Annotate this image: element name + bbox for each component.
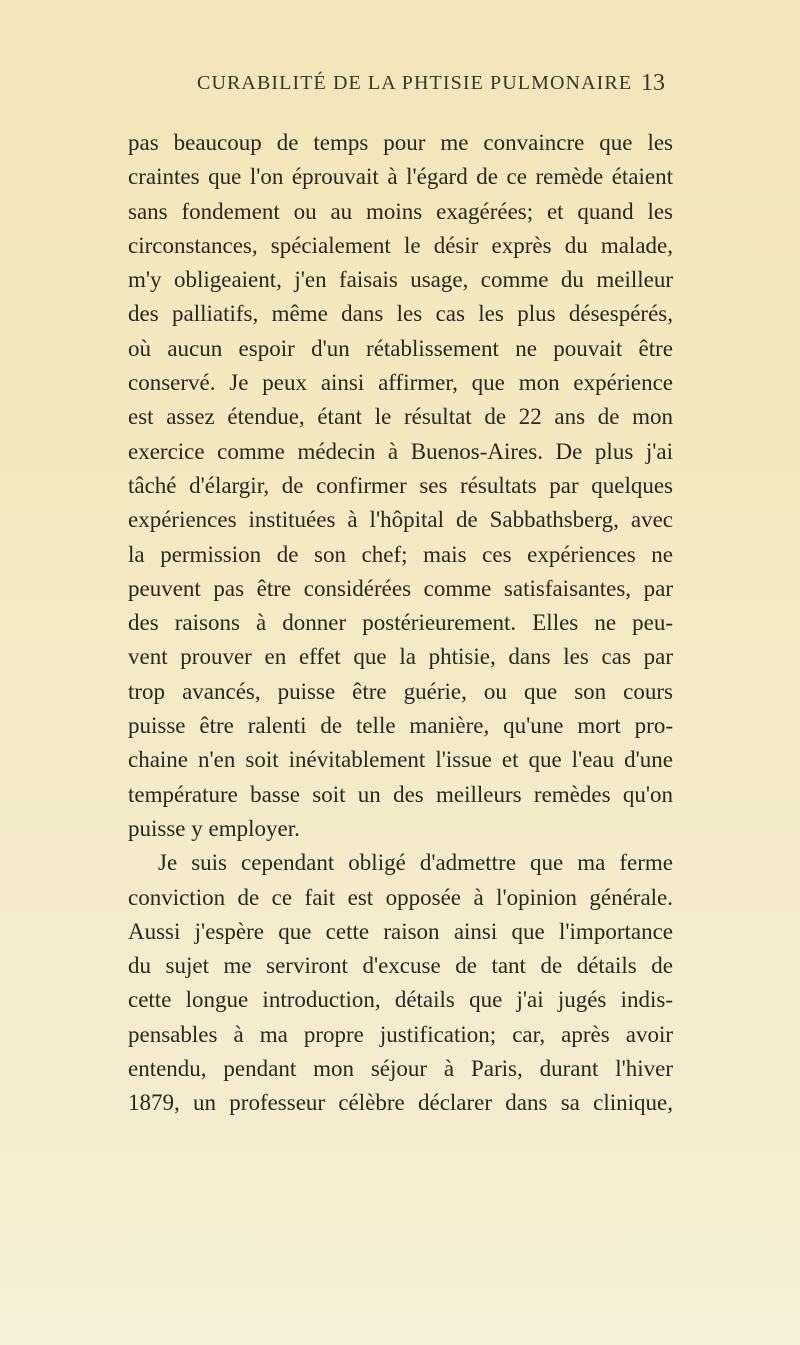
text-line: du sujet me serviront d'excuse de tant de détails de bbox=[128, 953, 673, 979]
running-title: CURABILITÉ DE LA PHTISIE PULMONAIRE bbox=[197, 72, 633, 94]
text-line: des raisons à donner postérieurement. Elles ne peu- bbox=[128, 610, 673, 636]
text-line: cette longue introduction, détails que j'ai jugés indis- bbox=[128, 987, 673, 1013]
text-line: tâché d'élargir, de confirmer ses résultats par quelques bbox=[128, 472, 673, 498]
text-line: trop avancés, puisse être guérie, ou que son cours bbox=[128, 678, 673, 704]
text-line: la permission de son chef; mais ces expériences ne bbox=[128, 541, 673, 567]
text-line: pas beaucoup de temps pour me convaincre que les bbox=[128, 130, 673, 155]
text-line: conservé. Je peux ainsi affirmer, que mon expérience bbox=[128, 370, 673, 396]
text-line: m'y obligeaient, j'en faisais usage, comme du meilleur bbox=[128, 267, 673, 293]
text-line: des palliatifs, même dans les cas les plus désespérés, bbox=[128, 301, 673, 327]
text-line: est assez étendue, étant le résultat de 22 ans de mon bbox=[128, 404, 673, 430]
text-line: conviction de ce fait est opposée à l'opinion générale. bbox=[128, 884, 673, 910]
body-text bbox=[128, 126, 673, 1121]
text-line: craintes que l'on éprouvait à l'égard de ce remède étaient bbox=[128, 164, 673, 190]
running-head bbox=[0, 72, 800, 102]
text-line: entendu, pendant mon séjour à Paris, durant l'hiver bbox=[128, 1056, 673, 1082]
text-line: peuvent pas être considérées comme satisfaisantes, par bbox=[128, 575, 673, 601]
text-line: exercice comme médecin à Buenos-Aires. De plus j'ai bbox=[128, 438, 673, 464]
page-number: 13 bbox=[641, 70, 665, 96]
text-line: où aucun espoir d'un rétablissement ne pouvait être bbox=[128, 335, 673, 361]
text-line: vent prouver en effet que la phtisie, dans les cas par bbox=[128, 644, 673, 670]
text-line: 1879, un professeur célèbre déclarer dans sa clinique, bbox=[128, 1090, 673, 1116]
text-line: sans fondement ou au moins exagérées; et quand les bbox=[128, 198, 673, 224]
paragraph-start-line: Je suis cependant obligé d'admettre que ma ferme bbox=[158, 850, 673, 876]
text-line: température basse soit un des meilleurs remèdes qu'on bbox=[128, 781, 673, 807]
text-line: Aussi j'espère que cette raison ainsi que l'importance bbox=[128, 918, 673, 944]
text-line: expériences instituées à l'hôpital de Sabbathsberg, avec bbox=[128, 507, 673, 533]
text-line: pensables à ma propre justification; car, après avoir bbox=[128, 1021, 673, 1047]
text-line: puisse être ralenti de telle manière, qu'une mort pro- bbox=[128, 713, 673, 739]
text-line: circonstances, spécialement le désir exprès du malade, bbox=[128, 232, 673, 258]
paragraph-end-line: puisse y employer. bbox=[128, 815, 300, 841]
text-line: chaine n'en soit inévitablement l'issue et que l'eau d'une bbox=[128, 747, 673, 773]
